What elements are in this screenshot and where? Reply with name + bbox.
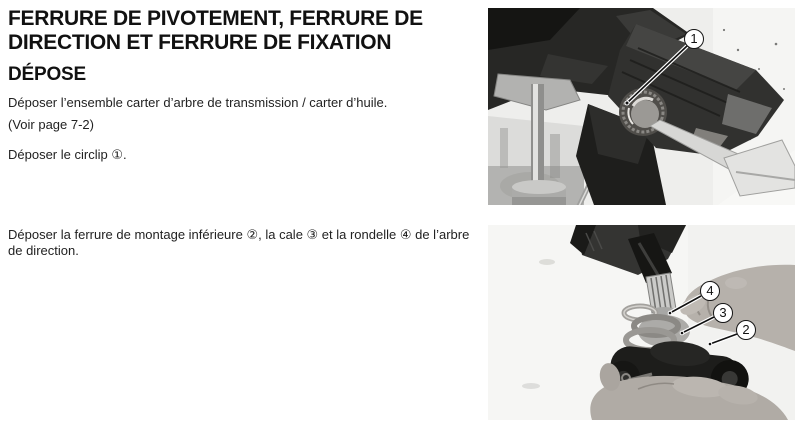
- circlip-removal-photo-art: [488, 8, 795, 205]
- stand-base-cup: [512, 180, 566, 205]
- callout-3-badge: 3: [713, 303, 733, 323]
- section-heading: DÉPOSE: [8, 64, 86, 85]
- step-remove-bracket-shim-washer: Déposer la ferrure de montage inférieure ②, la cale ③ et la rondelle ④ de l’arbre de direction.: [8, 227, 470, 258]
- callout-1-badge: 1: [684, 29, 704, 49]
- figure-circlip-removal-photo: [488, 8, 795, 205]
- figure-lower-mount-removal-photo: [488, 225, 795, 420]
- callout-4-badge: 4: [700, 281, 720, 301]
- step-page-reference: (Voir page 7-2): [8, 117, 94, 132]
- page-title-line1: FERRURE DE PIVOTEMENT, FERRURE DE: [8, 7, 423, 30]
- step-remove-housing: Déposer l’ensemble carter d’arbre de transmission / carter d’huile.: [8, 95, 388, 110]
- step-remove-circlip: Déposer le circlip ①.: [8, 147, 127, 162]
- stand-post: [531, 84, 544, 186]
- page-title-line2: DIRECTION ET FERRURE DE FIXATION: [8, 31, 392, 54]
- callout-2-badge: 2: [736, 320, 756, 340]
- page-title: [8, 7, 423, 55]
